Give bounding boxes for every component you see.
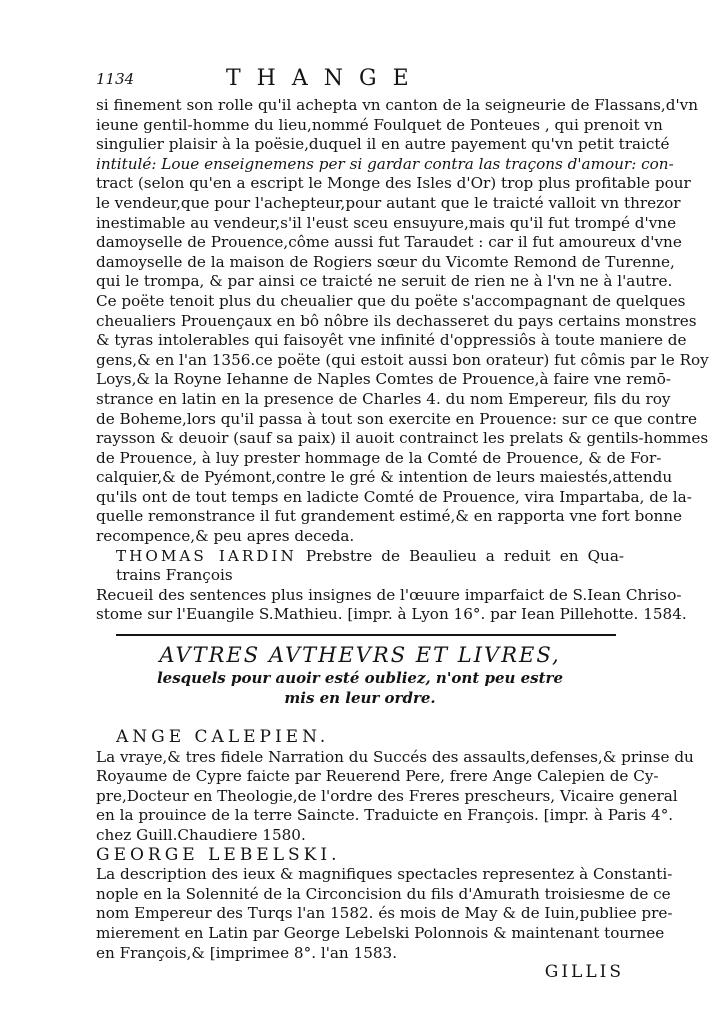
text-line: en François,& [imprimee 8°. l'an 1583.: [96, 943, 398, 962]
text-line: qui le trompa, & par ainsi ce traicté ne seruit de rien ne à l'vn ne à l'autre.: [96, 272, 673, 291]
text-line: Loys,& la Royne Iehanne de Naples Comtes de Prouence,à faire vne remō-: [96, 370, 672, 389]
text-line: strance en latin en la presence de Charles 4. du nom Empereur, fils du roy: [96, 389, 671, 408]
text-line: Royaume de Cypre faicte par Reuerend Pere, frere Ange Calepien de Cy-: [96, 767, 659, 786]
section-heading: [96, 642, 624, 708]
text-line: mierement en Latin par George Lebelski Polonnois & maintenant tournee: [96, 923, 665, 942]
section-subtitle: mis en leur ordre.: [284, 689, 436, 707]
paragraph-rolle: [96, 96, 709, 547]
text-line: & tyras intolerables qui faisoyêt vne infinité d'oppressiôs à toute maniere de: [96, 331, 687, 350]
text-line: stome sur l'Euangile S.Mathieu. [impr. à Lyon 16°. par Iean Pillehotte. 1584.: [96, 605, 687, 624]
entry-ange-calepien: [96, 727, 694, 846]
text-line: chez Guill.Chaudiere 1580.: [96, 825, 306, 844]
text-line: de Boheme,lors qu'il passa à tout son exercite en Prouence: sur ce que contre: [96, 409, 697, 428]
section-title: AVTRES AVTHEVRS ET LIVRES,: [159, 643, 561, 667]
text-line: en la prouince de la terre Saincte. Traduicte en François. [impr. à Paris 4°.: [96, 806, 674, 825]
text-line: calquier,& de Pyémont,contre le gré & intention de leurs maiestés,attendu: [96, 468, 673, 487]
text-line: ieune gentil-homme du lieu,nommé Foulquet de Ponteues , qui prenoit vn: [96, 115, 663, 134]
main-text: [96, 96, 709, 625]
text-line: Ce poëte tenoit plus du cheualier que du poëte s'accompagnant de quelques: [96, 291, 686, 310]
entries-text: [96, 727, 694, 963]
text-line: Prebstre de Beaulieu a reduit en Qua-: [305, 546, 625, 565]
text-line: qu'ils ont de tout temps en ladicte Comté de Prouence, vira Impartaba, de la-: [96, 487, 692, 506]
section-divider: [116, 634, 616, 636]
author-name: THOMAS IARDIN: [116, 546, 297, 565]
text-line: inestimable au vendeur,s'il l'eust sceu ensuyure,mais qu'il fut trompé d'vne: [96, 213, 677, 232]
author-name: GEORGE LEBELSKI.: [96, 844, 341, 865]
text-line: La vraye,& tres fidele Narration du Succés des assaults,defenses,& prinse du: [96, 747, 694, 766]
text-line: le vendeur,que pour l'achepteur,pour autant que le traicté valloit vn threzor: [96, 193, 681, 212]
text-line: nom Empereur des Turqs l'an 1582. és mois de May & de Iuin,publiee pre-: [96, 904, 673, 923]
text-line: damoyselle de Prouence,côme aussi fut Taraudet : car il fut amoureux d'vne: [96, 233, 682, 252]
author-name: ANGE CALEPIEN.: [116, 727, 330, 747]
text-line: Recueil des sentences plus insignes de l'œuure imparfaict de S.Iean Chriso-: [96, 585, 682, 604]
page-number: 1134: [96, 70, 135, 88]
text-line: cheualiers Prouençaux en bô nôbre ils dechasseret du pays certains monstres: [96, 311, 697, 330]
text-line: intitulé: Loue enseignemens per si gardar contra las traçons d'amour: con-: [96, 154, 674, 173]
text-line: recompence,& peu apres deceda.: [96, 527, 355, 546]
text-line: tract (selon qu'en a escript le Monge des Isles d'Or) trop plus profitable pour: [96, 174, 691, 193]
text-line: pre,Docteur en Theologie,de l'ordre des Freres prescheurs, Vicaire general: [96, 786, 678, 805]
section-subtitle: lesquels pour auoir esté oubliez, n'ont peu estre: [156, 669, 564, 687]
text-line: La description des ieux & magnifiques spectacles representez à Constanti-: [96, 865, 673, 884]
page-header: [96, 66, 636, 96]
text-line: si finement son rolle qu'il achepta vn canton de la seigneurie de Flassans,d'vn: [96, 96, 699, 114]
text-line: de Prouence, à luy prester hommage de la Comté de Prouence, & de For-: [96, 448, 662, 467]
text-line: quelle remonstrance il fut grandement estimé,& en rapporta vne fort bonne: [96, 507, 683, 526]
text-line: damoyselle de la maison de Rogiers sœur du Vicomte Remond de Turenne,: [96, 252, 675, 271]
text-line: gens,& en l'an 1356.ce poëte (qui estoit aussi bon orateur) fut cômis par le Roy: [96, 350, 709, 369]
catchword: GILLIS: [544, 962, 624, 982]
entry-george-lebelski: [96, 844, 673, 964]
text-line: raysson & deuoir (sauf sa paix) il auoit contrainct les prelats & gentils-hommes: [96, 429, 709, 448]
text-line: singulier plaisir à la poësie,duquel il en autre payement qu'vn petit traicté: [96, 135, 670, 154]
text-line: trains François: [116, 566, 233, 585]
entry-thomas-iardin: [96, 546, 687, 625]
running-title: THANGE: [226, 66, 425, 91]
text-line: nople en la Solennité de la Circoncision du fils d'Amurath troisiesme de ce: [96, 884, 671, 903]
